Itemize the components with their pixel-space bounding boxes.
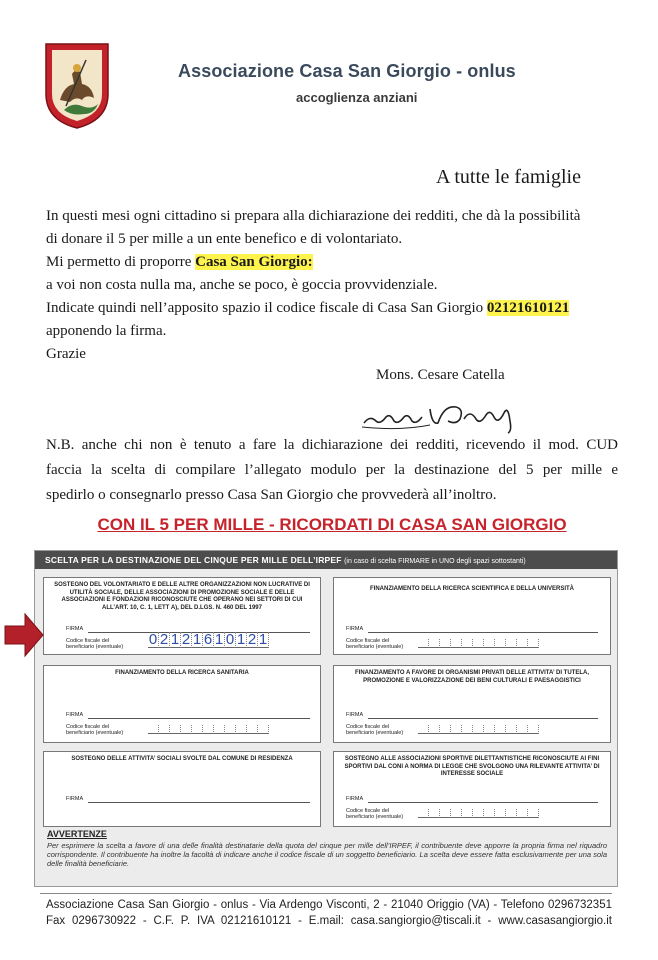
box-volontariato [43,577,321,655]
box-title: FINANZIAMENTO DELLA RICERCA SANITARIA [115,670,249,676]
st-george-dragon-crest-icon [42,40,112,130]
cf-label-line: Codice fiscale del [346,808,390,814]
cf-digit: 2 [181,631,191,648]
cf-empty-grid[interactable] [418,809,539,818]
five-per-mille-form [34,550,618,887]
cf-label [66,638,123,650]
firma-line[interactable] [368,718,598,719]
cf-label [346,808,403,820]
firma-label: FIRMA [66,626,84,632]
letter-text: Indicate quindi nell’apposito spazio il codice fiscale di Casa San Giorgio [46,300,487,316]
cf-empty-grid[interactable] [418,725,539,734]
organization-name: Associazione Casa San Giorgio - onlus [178,61,516,81]
firma-label: FIRMA [66,796,84,802]
nb-line: N.B. anche chi non è tenuto a fare la dichiarazione dei redditi, ricevendo il mod. CUD [46,437,618,453]
cf-label-line: beneficiario (eventuale) [346,730,404,736]
cf-label-line: Codice fiscale del [66,724,110,730]
cf-digit: 1 [192,631,202,648]
cf-digit: 1 [170,631,180,648]
cf-digit: 1 [236,631,246,648]
avvertenze-text: Per esprimere la scelta a favore di una delle finalità destinatarie della quota del cinque per mille dell’IRPEF, il contribuente deve apporre la propria firma nel riquadro corrispondente. Il contribuente ha inoltre la facoltà di indicare anche il codice fiscale di un soggetto beneficiario. La scelta deve essere fatta esclusivamente per una sola delle finalità beneficiarie. [47,841,607,868]
footer-address: Associazione Casa San Giorgio - onlus - Via Ardengo Visconti, 2 - 21040 Origgio (VA) - Telefono 0296732351 [46,899,612,911]
cf-digit: 1 [214,631,224,648]
box-title: SOSTEGNO DEL VOLONTARIATO E DELLE ALTRE ORGANIZZAZIONI NON LUCRATIVE DI UTILITÀ SOCIALE, DELLE ASSOCIAZIONI DI PROMOZIONE SOCIALE E DELLE ASSOCIAZIONI E FONDAZIONI RICONOSCIUTE CHE OPERANO NEI SETTORI DI CUI ALL’ART. 10, C. 1, LETT A), DEL D.LGS. N. 460 DEL 1997 [54,582,310,611]
cf-digit: 0 [225,631,235,648]
cf-digit: 2 [159,631,169,648]
highlight-fiscal-code: 02121610121 [486,300,570,316]
firma-label: FIRMA [346,796,364,802]
cf-label-line: beneficiario (eventuale) [66,644,124,650]
letter-line: apponendo la firma. [46,323,167,339]
nb-paragraph [46,433,618,508]
letter-line [46,251,618,274]
letter-text: Mi permetto di proporre [46,254,196,270]
cf-label-line: Codice fiscale del [66,638,110,644]
cf-label-line: Codice fiscale del [346,724,390,730]
cf-digit: 2 [247,631,257,648]
box-title: SOSTEGNO DELLE ATTIVITA’ SOCIALI SVOLTE DAL COMUNE DI RESIDENZA [71,756,293,762]
firma-line[interactable] [88,802,310,803]
firma-label: FIRMA [346,626,364,632]
cf-label-line: beneficiario (eventuale) [346,644,404,650]
letter-line: a voi non costa nulla ma, anche se poco, è goccia provvidenziale. [46,277,438,293]
cf-label [346,724,403,736]
letter-line: Grazie [46,346,86,362]
firma-label: FIRMA [346,712,364,718]
box-comune-residenza [43,751,321,827]
letter-body [46,205,618,366]
box-title: FINANZIAMENTO A FAVORE DI ORGANISMI PRIVATI DELLE ATTIVITA’ DI TUTELA, PROMOZIONE E VALORIZZAZIONE DEI BENI CULTURALI E PAESAGGISTICI [355,670,589,684]
organization-subtitle: accoglienza anziani [296,90,418,105]
box-ricerca-scientifica [333,577,611,655]
avvertenze-title: AVVERTENZE [47,829,107,839]
box-title: SOSTEGNO ALLE ASSOCIAZIONI SPORTIVE DILETTANTISTICHE RICONOSCIUTE AI FINI SPORTIVI DAL CONI A NORMA DI LEGGE CHE SVOLGONO UNA RILEVANTE ATTIVITA’ DI INTERESSE SOCIALE [344,756,600,777]
letter-line [46,297,618,320]
box-ricerca-sanitaria [43,665,321,743]
letter-greeting: A tutte le famiglie [436,166,581,188]
nb-line: faccia la scelta di compilare l’allegato modulo per la destinazione del 5 per mille e [46,462,618,478]
cf-label-line: Codice fiscale del [346,638,390,644]
signer-name: Mons. Cesare Catella [376,367,505,383]
form-header-title: SCELTA PER LA DESTINAZIONE DEL CINQUE PER MILLE DELL’IRPEF [45,555,342,565]
box-title: FINANZIAMENTO DELLA RICERCA SCIENTIFICA E DELLA UNIVERSITÀ [370,586,574,592]
letter-line: In questi mesi ogni cittadino si prepara alla dichiarazione dei redditi, che dà la possibilità [46,208,581,224]
cf-empty-grid[interactable] [418,639,539,648]
form-header [35,551,617,569]
firma-line[interactable] [368,632,598,633]
cf-label [346,638,403,650]
footer-contacts: Fax 0296730922 - C.F. P. IVA 02121610121 - E.mail: casa.sangiorgio@tiscali.it - www.casasangiorgio.it [46,915,612,927]
cf-empty-grid[interactable] [148,725,269,734]
box-beni-culturali [333,665,611,743]
five-per-mille-banner: CON IL 5 PER MILLE - RICORDATI DI CASA SAN GIORGIO [97,515,567,534]
firma-label: FIRMA [66,712,84,718]
highlight-casa-san-giorgio: Casa San Giorgio: [195,254,313,270]
red-arrow-icon [3,612,45,658]
cf-digit: 6 [203,631,213,648]
cf-label [66,724,123,736]
box-associazioni-sportive [333,751,611,827]
cf-label-line: beneficiario (eventuale) [66,730,124,736]
cf-label-line: beneficiario (eventuale) [346,814,404,820]
nb-line: spedirlo o consegnarlo presso Casa San Giorgio che provvederà all’inoltro. [46,487,497,503]
form-header-note: (in caso di scelta FIRMARE in UNO degli spazi sottostanti) [344,558,526,565]
handwritten-signature-icon [360,395,540,435]
cf-digit: 0 [148,631,158,648]
firma-line[interactable] [368,802,598,803]
cf-digit: 1 [258,631,268,648]
cf-value-grid[interactable] [148,632,269,648]
firma-line[interactable] [88,718,310,719]
footer-divider [40,893,612,894]
letter-line: di donare il 5 per mille a un ente benefico e di volontariato. [46,231,403,247]
